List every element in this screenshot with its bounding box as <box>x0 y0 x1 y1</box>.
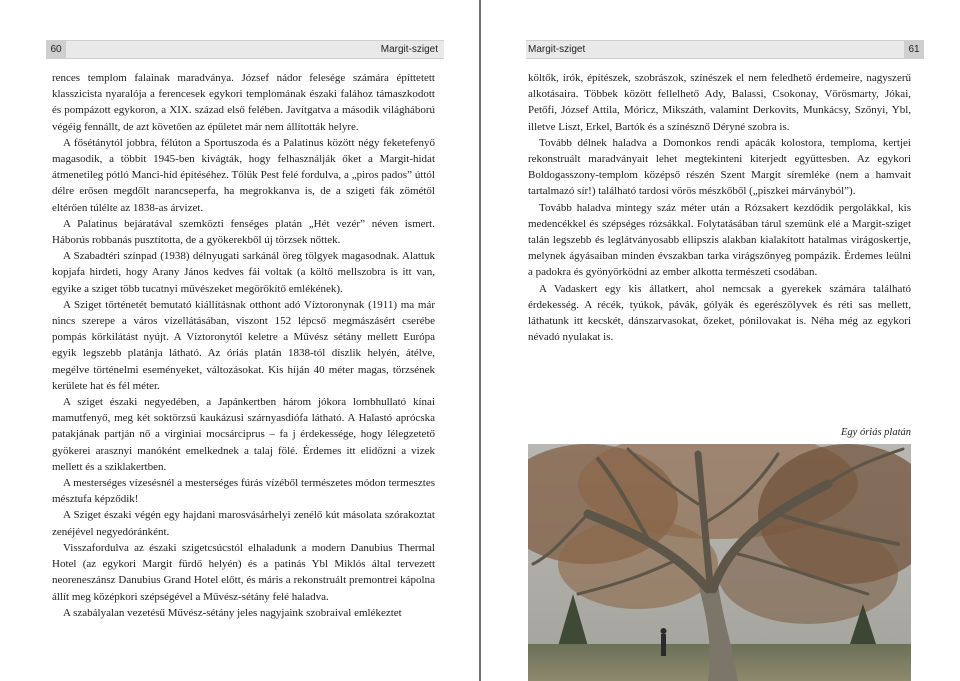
left-body-text <box>52 70 435 621</box>
right-paragraph: Tovább haladva mintegy száz méter után a Rózsakert kezdődik pergolákkal, kis medencékkel és szépséges rózsákkal. Folytatásában tárul szemünk elé a Margit-sziget talán legszebb és leglátványosabb ellipszis alakban kialakított hatalmas virágoskertje, melynek ágyásaiban minden évszakban tarka virágszőnyeg pompázik. Érdemes leülni a padokra és gyönyörködni az ember alkotta természeti csodában. <box>528 201 911 279</box>
right-header-bar <box>526 40 924 59</box>
left-paragraph: A sziget északi negyedében, a Japánkertben három jókora lombhullató kínai mamutfenyő, meg két soktörzsű kaukázusi szárnyasdiófa látható. A Halastó aprócska patakjának partján nő a virginiai mocsárciprus – fa j érdekessége, hogy lélegzetető gyökerei arasznyi manóként emelkednek a talaj fölé. Érdemes itt elidőzni a vizek mellett és a sziklakertben. <box>52 396 435 473</box>
left-paragraph: A szabályalan vezetésű Művész-sétány jeles nagyjaink szobraival emlékeztet <box>63 606 402 619</box>
left-paragraph: A Szabadtéri színpad (1938) délnyugati sarkánál öreg tölgyek magasodnak. Alattuk kopjafa hirdeti, hogy Arany János kedves fái voltak (a költő mellszobra is itt van, egyike a sziget több tucatnyi művészeket megörökítő emlékének). <box>52 250 435 295</box>
left-paragraph: A Palatinus bejáratával szemközti fenséges platán „Hét vezér” néven ismert. Háborús robbanás pusztította, de a gyökerekből új törzsek nőttek. <box>52 217 435 247</box>
right-paragraph: A Vadaskert egy kis állatkert, ahol nemcsak a gyerekek számára található érdekesség. A récék, tyúkok, pávák, gólyák és egerészölyvek és réti sas mellett, láthatunk itt kecskét, dánszarvasokat, őzeket, pónilovakat is. Néha még az egykori névadó nyulakat is. <box>528 282 911 344</box>
left-running-head: Margit-sziget <box>380 44 438 55</box>
photo-caption: Egy óriás platán <box>841 427 911 438</box>
right-page <box>481 0 960 681</box>
left-paragraph: A fősétánytól jobbra, félúton a Sportuszoda és a Palatinus között négy feketefenyő magasodik, a többit 1945-ben kivágták, hogy felhasználják őket a Margit-hidat átmenetileg pótló Manci-híd építéséhez. Tőlük Pest felé fordulva, a „piros pados” úttól délre erősen megdőlt narancseperfa, ha megrokkanva is, de a szigeti fák zömétől eltérően túlélte az 1838-as árvizet. <box>52 136 435 214</box>
left-page-number: 60 <box>46 41 66 58</box>
right-body-text <box>528 70 911 345</box>
right-paragraph: költők, írók, építészek, szobrászok, színészek el nem feledhető érdemeire, nagyszerű alkotásaira. Többek között fellelhető Ady, Balassi, Csokonay, Vörösmarty, Jókai, Petőfi, József Attila, Móricz, Mikszáth, valamint Derkovits, Munkácsy, Szőnyi, Ybl, illetve Liszt, Erkel, Bartók és a színésznő Déryné szobra is. <box>528 72 911 133</box>
right-paragraph: Tovább délnek haladva a Domonkos rendi apácák kolostora, temploma, kertjei rekonstruált maradványait lehet megtekinteni kiterjedt együttesben. Az egykori Boldogasszony-templom középső részén Szent Margit síremléke (nem a hamvait tartalmazó sír!) található tardosi vörös mészkőből („piszkei márványból”). <box>528 136 911 198</box>
left-header-bar <box>46 40 444 59</box>
left-page <box>0 0 479 681</box>
left-paragraph: A Sziget északi végén egy hajdani marosvásárhelyi zenélő kút másolata szórakoztat zenéjével negyedóránként. <box>52 509 435 538</box>
plane-tree-photo <box>528 444 911 681</box>
right-running-head: Margit-sziget <box>528 44 586 55</box>
left-paragraph: rences templom falainak maradványa. József nádor felesége számára építtetett klasszicista nyaralója a ferencesek egykori templomának északi falához támaszkodott és pompázott egykoron, a XIX. század első felében. Javítgatva a második világháború végéig fennállt, de azt követően az épületet már nem állították helyre. <box>52 72 435 133</box>
left-paragraph: A Sziget történetét bemutató kiállításnak otthont adó Víztoronynak (1911) ma már nincs szerepe a város vízellátásában, viszont 152 lépcső megmászásért cserébe pompás körkilátást nyújt. A Víztoronytól keletre a Művész sétány mellett Európa egyik legszebb platánja látható. Az óriás platán 1838-tól díszlik helyén, átélve, megélve történelmi eseményeket, változásokat. Kis híján 40 méter magas, törzsének kerülete hat és fél méter. <box>52 298 435 392</box>
left-paragraph: A mesterséges vízesésnél a mesterséges fúrás vízéből természetes módon termesztes mésztufa képződik! <box>52 477 435 506</box>
right-page-number: 61 <box>904 41 924 58</box>
left-paragraph: Visszafordulva az északi szigetcsúcstól elhaladunk a modern Danubius Thermal Hotel (az egykori Margit fürdő helyén) és a patinás Ybl Miklós által tervezett neoreneszánsz Danubius Grand Hotel előtt, és máris a rekonstruált premontrei kápolna állít meg középkori szépségével a Művész-sétány felé haladva. <box>52 541 435 603</box>
